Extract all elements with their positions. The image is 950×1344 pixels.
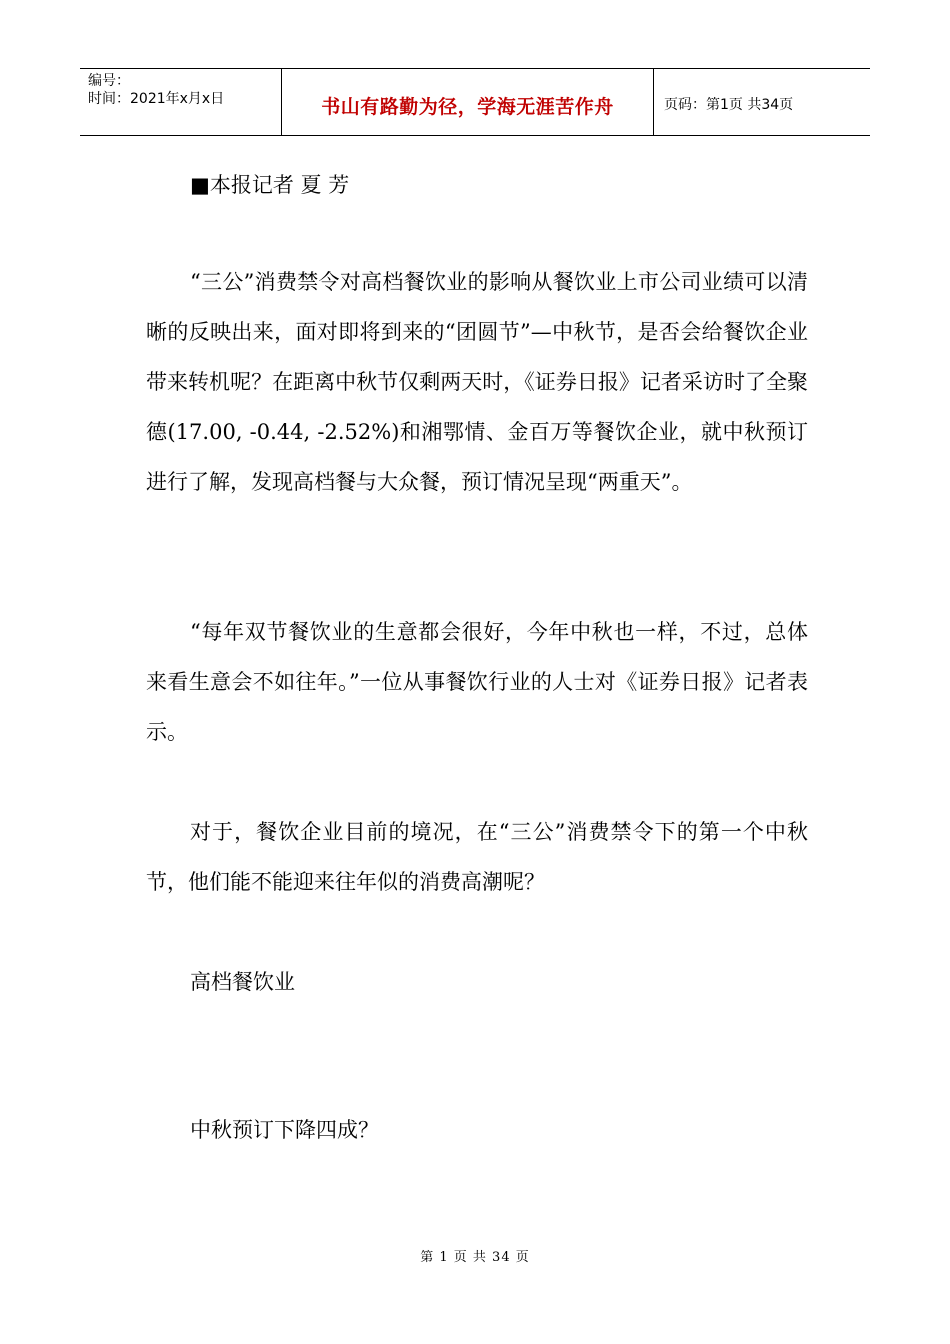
- article-byline: ■本报记者 夏 芳: [190, 173, 350, 197]
- article-paragraph: “三公”消费禁令对高档餐饮业的影响从餐饮业上市公司业绩可以清晰的反映出来，面对即将到来的“团圆节”—中秋节，是否会给餐饮企业带来转机呢？在距离中秋节仅剩两天时，《证券日报》记者采访时了全聚德(17.00, -0.44, -2.52%)和湘鄂情、金百万等餐饮企业，就中秋预订进行了解，发现高档餐与大众餐，预订情况呈现“两重天”。: [146, 270, 808, 494]
- header-page-cell: [654, 69, 870, 135]
- page-footer: 第 1 页 共 34 页: [420, 1250, 530, 1265]
- article-paragraph: “每年双节餐饮业的生意都会很好，今年中秋也一样，不过，总体来看生意会不如往年。”一位从事餐饮行业的人士对《证券日报》记者表示。: [146, 620, 808, 744]
- header-slogan-cell: [282, 69, 654, 135]
- document-time-label: 时间：2021年x月x日: [88, 91, 225, 107]
- document-header: [80, 68, 870, 136]
- section-heading: 高档餐饮业: [190, 970, 295, 994]
- header-slogan: 书山有路勤为径，学海无涯苦作舟: [321, 95, 614, 118]
- article-paragraph: 对于，餐饮企业目前的境况，在“三公”消费禁令下的第一个中秋节，他们能不能迎来往年似的消费高潮呢？: [146, 820, 808, 894]
- header-meta-cell: [80, 69, 282, 135]
- document-number-label: 编号：: [88, 73, 130, 89]
- section-subheading: 中秋预订下降四成？: [190, 1118, 379, 1142]
- header-page-code: 页码：第1页 共34页: [664, 97, 794, 113]
